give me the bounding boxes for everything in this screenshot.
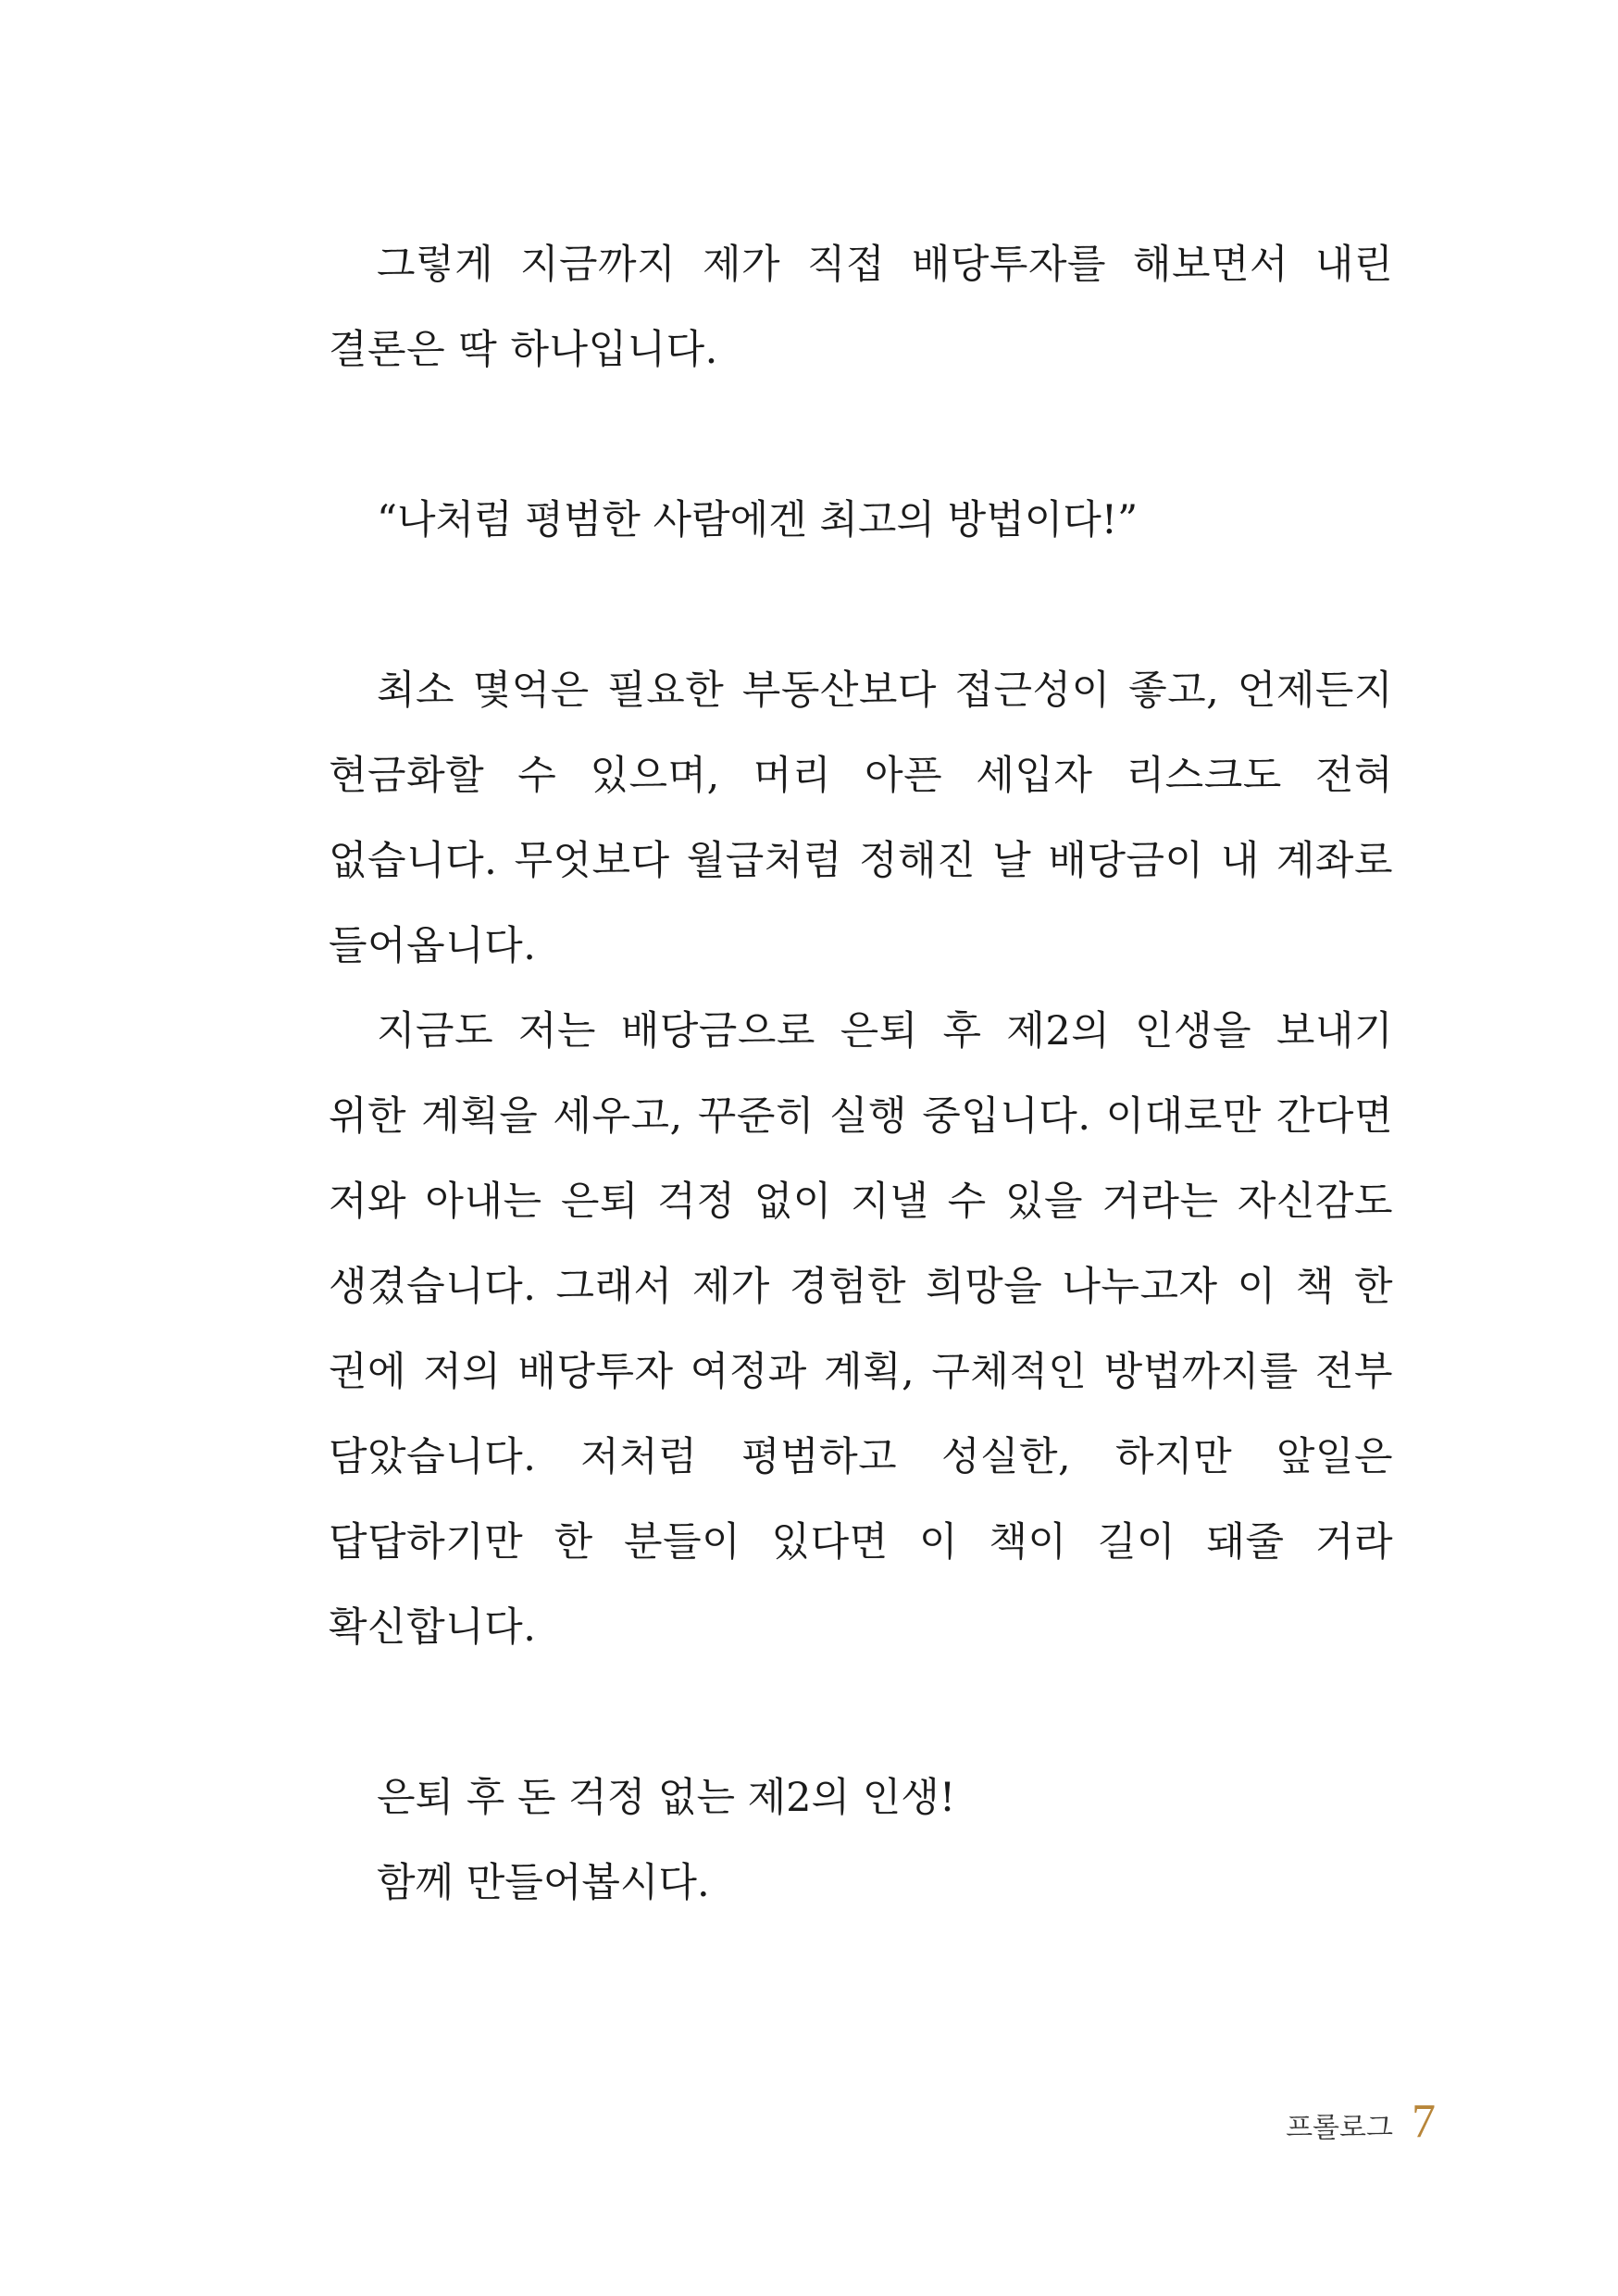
- paragraph-spacer: [329, 1670, 1393, 1755]
- paragraph-spacer: [329, 393, 1393, 478]
- section-label: 프롤로그: [1286, 2112, 1393, 2144]
- paragraph-conclusion: 그렇게 지금까지 제가 직접 배당투자를 해보면서 내린 결론은 딱 하나입니다.: [329, 242, 1393, 373]
- paragraph-plan: 지금도 저는 배당금으로 은퇴 후 제2의 인생을 보내기 위한 계획을 세우고, 꾸준히 실행 중입니다. 이대로만 간다면 저와 아내는 은퇴 걱정 없이 지낼 수 있을 거라는 자신감도 생겼습니다. 그래서 제가 경험한 희망을 나누고자 이 책 한 권에 저의 배당투자 여정과 계획, 구체적인 방법까지를 전부 담았습니다. 저처럼 평범하고 성실한, 하지만 앞일은 답답하기만 한 분들이 있다면 이 책이 길이 돼줄 거라 확신합니다.: [329, 1008, 1393, 1651]
- page-content: [329, 222, 1393, 1926]
- closing-line-1: 은퇴 후 돈 걱정 없는 제2의 인생!: [377, 1775, 956, 1821]
- paragraph-spacer: [329, 563, 1393, 648]
- quote-line: “나처럼 평범한 사람에겐 최고의 방법이다!”: [377, 497, 1139, 543]
- paragraph-advantages: 최소 몇억은 필요한 부동산보다 접근성이 좋고, 언제든지 현금화할 수 있으며, 머리 아픈 세입자 리스크도 전혀 없습니다. 무엇보다 월급처럼 정해진 날 배당금이 내 계좌로 들어옵니다.: [329, 668, 1393, 969]
- page-footer: [1286, 2094, 1436, 2149]
- closing-line-2: 함께 만들어봅시다.: [377, 1860, 710, 1906]
- page-number: 7: [1412, 2095, 1436, 2148]
